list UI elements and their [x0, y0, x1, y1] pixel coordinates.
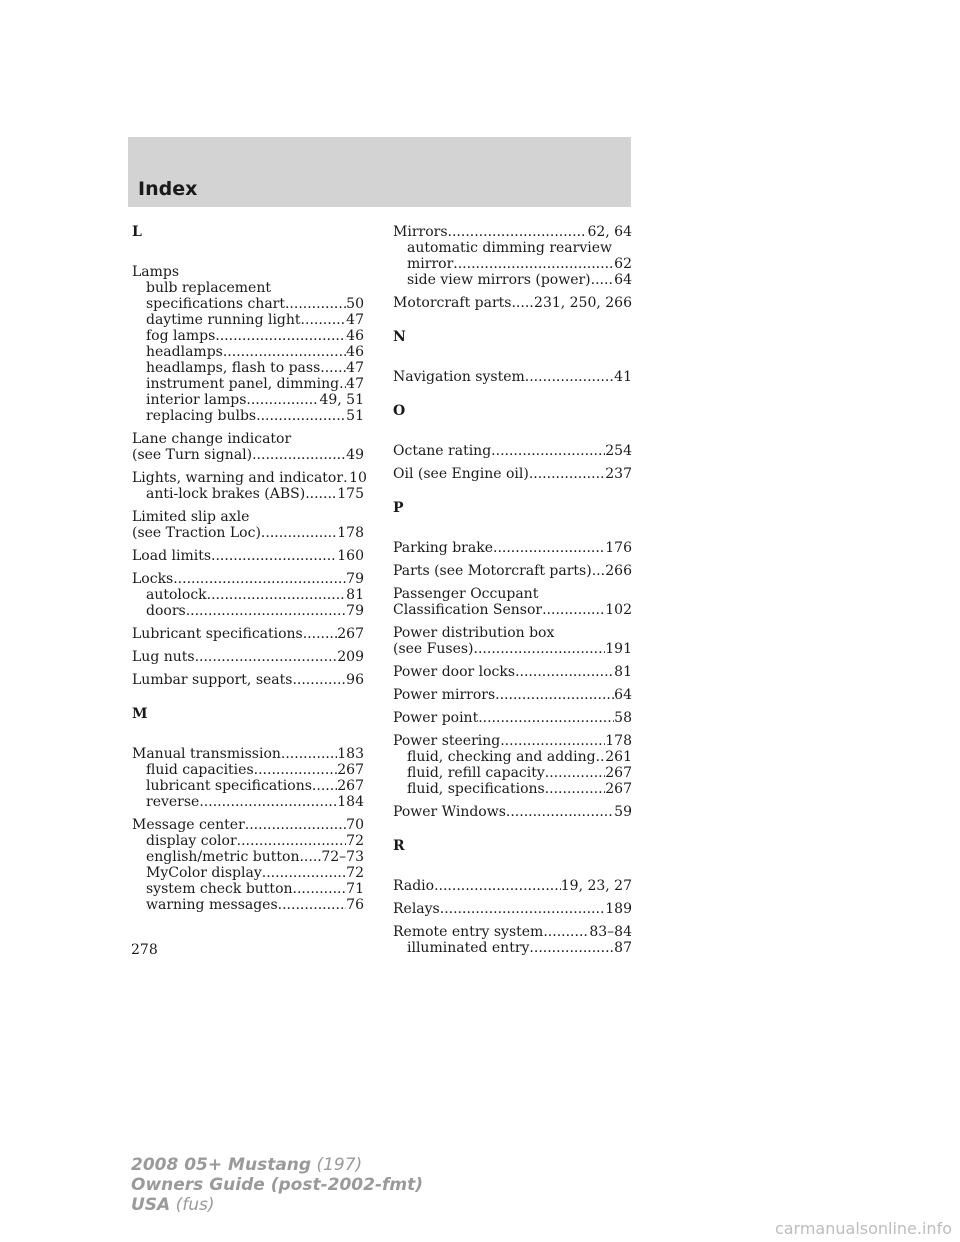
index-page-ref: 64: [614, 687, 632, 703]
index-page-ref: 267: [605, 781, 632, 797]
index-line: [132, 833, 364, 849]
index-page-ref: 183: [337, 746, 364, 762]
index-line: [393, 733, 632, 749]
dot-leader: [223, 344, 346, 360]
index-line: [132, 794, 364, 810]
dot-leader: [254, 762, 338, 778]
index-term: reverse: [146, 794, 200, 810]
index-line: [132, 328, 364, 344]
index-term: specifications chart: [146, 296, 285, 312]
index-page-ref: 175: [337, 486, 364, 502]
page-number: 278: [131, 942, 158, 958]
index-line: [132, 548, 364, 564]
index-line: [393, 602, 632, 618]
dot-leader: [256, 408, 346, 424]
dot-leader: [506, 804, 614, 820]
index-line: [132, 376, 364, 392]
index-page-ref: 176: [605, 540, 632, 556]
index-page-ref: 10: [349, 470, 367, 486]
index-term: MyColor display: [146, 865, 262, 881]
index-line: [132, 817, 364, 833]
index-term: replacing bulbs: [146, 408, 257, 424]
dot-leader: [515, 664, 614, 680]
dot-leader: [281, 746, 337, 762]
index-entry: [132, 548, 364, 564]
watermark: carmanualsonline.info: [774, 1219, 952, 1238]
index-line: [132, 865, 364, 881]
index-entry: [132, 431, 364, 463]
index-term: autolock: [146, 587, 207, 603]
dot-leader: [246, 392, 319, 408]
index-entry: [393, 563, 632, 579]
index-term: Mirrors: [393, 224, 448, 240]
index-term: Passenger Occupant: [393, 586, 539, 602]
index-line: [393, 272, 632, 288]
index-line: [132, 603, 364, 619]
index-page-ref: 87: [614, 940, 632, 956]
dot-leader: [453, 256, 614, 272]
index-line: [393, 466, 632, 482]
index-entry: [393, 733, 632, 797]
index-page-ref: 79: [346, 603, 364, 619]
dot-leader: [434, 878, 561, 894]
dot-leader: [173, 571, 346, 587]
dot-leader: [440, 901, 606, 917]
index-page-ref: 83–84: [589, 924, 632, 940]
index-page-ref: 254: [605, 443, 632, 459]
dot-leader: [293, 881, 347, 897]
index-column-left: [132, 224, 367, 920]
index-page-ref: 70: [346, 817, 364, 833]
index-term: (see Traction Loc): [132, 525, 261, 541]
index-page-ref: 79: [346, 571, 364, 587]
index-page-ref: 19, 23, 27: [560, 878, 632, 894]
index-entry: [132, 509, 364, 541]
dot-leader: [493, 540, 605, 556]
index-term: fog lamps: [146, 328, 216, 344]
index-term: fluid, checking and adding: [407, 749, 596, 765]
index-term: Navigation system: [393, 369, 525, 385]
index-term: side view mirrors (power): [407, 272, 591, 288]
index-line: [132, 360, 364, 376]
index-page-ref: 49: [346, 447, 364, 463]
index-term: (see Turn signal): [132, 447, 253, 463]
index-line: [132, 778, 364, 794]
index-term: fluid, specifications: [407, 781, 545, 797]
dot-leader: [543, 924, 589, 940]
index-line: [132, 312, 364, 328]
index-entry: [393, 710, 632, 726]
index-line: [393, 687, 632, 703]
index-term: Motorcraft parts: [393, 295, 512, 311]
index-line: [393, 563, 632, 579]
dot-leader: [245, 817, 346, 833]
index-page-ref: 237: [605, 466, 632, 482]
index-entry: [393, 224, 632, 288]
dot-leader: [261, 525, 337, 541]
index-entry: [393, 924, 632, 956]
index-page-ref: 51: [346, 408, 364, 424]
index-line: [393, 295, 632, 311]
index-page-ref: 62, 64: [587, 224, 632, 240]
index-line: [132, 408, 364, 424]
index-entry: [393, 466, 632, 482]
index-letter-heading: O: [393, 403, 406, 419]
index-line: [132, 486, 364, 502]
index-line: [132, 447, 364, 463]
dot-leader: [474, 641, 606, 657]
index-line: [132, 392, 364, 408]
index-page-ref: 81: [346, 587, 364, 603]
index-line: [393, 641, 632, 657]
index-page-ref: 47: [346, 360, 364, 376]
index-term: daytime running light: [146, 312, 301, 328]
index-line: [132, 431, 364, 447]
index-entry: [393, 878, 632, 894]
index-line: [132, 470, 367, 486]
index-page-ref: 72–73: [321, 849, 364, 865]
index-line: [393, 256, 632, 272]
index-page-ref: 72: [346, 865, 364, 881]
index-term: Power mirrors: [393, 687, 496, 703]
index-line: [393, 625, 632, 641]
index-entry: [393, 295, 632, 311]
index-page-ref: 41: [614, 369, 632, 385]
index-line: [393, 940, 632, 956]
index-term: Parts (see Motorcraft parts): [393, 563, 592, 579]
index-line: [132, 264, 364, 280]
footer-model-code: (197): [316, 1155, 363, 1175]
index-page-ref: 267: [337, 762, 364, 778]
dot-leader: [237, 833, 347, 849]
index-entry: [132, 571, 364, 619]
dot-leader: [525, 369, 614, 385]
index-line: [393, 224, 632, 240]
dot-leader: [301, 312, 347, 328]
index-page-ref: 160: [337, 548, 364, 564]
index-term: Lubricant specifications: [132, 626, 303, 642]
dot-leader: [305, 486, 337, 502]
index-entry: [393, 369, 632, 385]
index-entry: [393, 586, 632, 618]
dot-leader: [312, 778, 337, 794]
dot-leader: [303, 626, 338, 642]
index-line: [393, 765, 632, 781]
index-page-ref: 231, 250, 266: [534, 295, 632, 311]
index-term: Load limits: [132, 548, 212, 564]
index-page-ref: 189: [605, 901, 632, 917]
dot-leader: [186, 603, 346, 619]
footer-guide: Owners Guide (post-2002-fmt): [131, 1175, 424, 1195]
index-line: [393, 540, 632, 556]
dot-leader: [195, 649, 338, 665]
index-term: fluid, refill capacity: [407, 765, 545, 781]
index-entry: [393, 625, 632, 657]
dot-leader: [262, 865, 346, 881]
footer: [131, 1155, 423, 1215]
index-page-ref: 267: [605, 765, 632, 781]
index-term: Lumbar support, seats: [132, 672, 293, 688]
dot-leader: [596, 749, 606, 765]
index-page-ref: 267: [337, 626, 364, 642]
index-term: doors: [146, 603, 186, 619]
index-page-ref: 58: [614, 710, 632, 726]
dot-leader: [495, 687, 614, 703]
dot-leader: [545, 781, 606, 797]
dot-leader: [199, 794, 337, 810]
index-page-ref: 64: [614, 272, 632, 288]
index-page-ref: 49, 51: [319, 392, 364, 408]
index-page-ref: 71: [346, 881, 364, 897]
index-line: [393, 369, 632, 385]
index-line: [393, 781, 632, 797]
dot-leader: [339, 376, 346, 392]
index-term: Oil (see Engine oil): [393, 466, 529, 482]
index-term: Manual transmission: [132, 746, 281, 762]
dot-leader: [299, 849, 321, 865]
index-term: headlamps, flash to pass: [146, 360, 321, 376]
dot-leader: [215, 328, 346, 344]
index-line: [132, 587, 364, 603]
index-page-ref: 266: [605, 563, 632, 579]
index-page-ref: 47: [346, 376, 364, 392]
index-page-ref: 46: [346, 328, 364, 344]
footer-market-code: (fus): [175, 1195, 215, 1215]
index-page-ref: 209: [337, 649, 364, 665]
index-line: [132, 280, 364, 296]
index-page-ref: 191: [605, 641, 632, 657]
index-line: [132, 881, 364, 897]
index-entry: [132, 626, 364, 642]
index-term: Lights, warning and indicator: [132, 470, 344, 486]
index-term: Power steering: [393, 733, 501, 749]
index-column-right: [393, 224, 632, 963]
index-term: illuminated entry: [407, 940, 530, 956]
index-line: [393, 710, 632, 726]
index-line: [393, 878, 632, 894]
index-line: [132, 509, 364, 525]
index-entry: [393, 443, 632, 459]
index-line: [132, 344, 364, 360]
index-entry: [132, 817, 364, 913]
index-page-ref: 62: [614, 256, 632, 272]
index-letter-heading: M: [132, 706, 148, 722]
dot-leader: [500, 733, 605, 749]
index-term: interior lamps: [146, 392, 247, 408]
page-title: Index: [138, 178, 198, 200]
dot-leader: [292, 672, 346, 688]
index-line: [132, 849, 364, 865]
dot-leader: [592, 563, 606, 579]
index-line: [393, 924, 632, 940]
index-line: [393, 443, 632, 459]
index-letter-heading: N: [393, 329, 406, 345]
index-term: Parking brake: [393, 540, 493, 556]
index-page-ref: 178: [605, 733, 632, 749]
dot-leader: [285, 296, 346, 312]
index-line: [132, 897, 364, 913]
index-term: Limited slip axle: [132, 509, 250, 525]
index-term: Relays: [393, 901, 440, 917]
index-page-ref: 76: [346, 897, 364, 913]
index-page-ref: 96: [346, 672, 364, 688]
dot-leader: [320, 360, 346, 376]
dot-leader: [491, 443, 605, 459]
index-term: Classification Sensor: [393, 602, 543, 618]
index-letter-heading: P: [393, 500, 404, 516]
index-entry: [132, 672, 364, 688]
dot-leader: [591, 272, 615, 288]
index-letter-heading: R: [393, 838, 405, 854]
dot-leader: [478, 710, 614, 726]
index-term: (see Fuses): [393, 641, 474, 657]
index-line: [393, 586, 632, 602]
index-term: Power door locks: [393, 664, 516, 680]
index-term: english/metric button: [146, 849, 300, 865]
index-entry: [132, 746, 364, 810]
index-term: Remote entry system: [393, 924, 544, 940]
dot-leader: [278, 897, 347, 913]
index-line: [132, 525, 364, 541]
index-line: [132, 571, 364, 587]
index-term: mirror: [407, 256, 454, 272]
index-term: bulb replacement: [146, 280, 271, 296]
index-line: [132, 626, 364, 642]
index-page-ref: 178: [337, 525, 364, 541]
footer-market: USA: [131, 1195, 171, 1215]
index-entry: [393, 540, 632, 556]
index-page-ref: 184: [337, 794, 364, 810]
index-page-ref: 59: [614, 804, 632, 820]
index-term: fluid capacities: [146, 762, 254, 778]
dot-leader: [542, 602, 605, 618]
index-page-ref: 50: [346, 296, 364, 312]
index-line: [393, 804, 632, 820]
index-page-ref: 267: [337, 778, 364, 794]
index-term: lubricant specifications: [146, 778, 312, 794]
dot-leader: [252, 447, 346, 463]
dot-leader: [529, 940, 614, 956]
index-term: display color: [146, 833, 237, 849]
index-entry: [393, 804, 632, 820]
dot-leader: [545, 765, 606, 781]
index-entry: [132, 264, 364, 424]
index-term: Lug nuts: [132, 649, 195, 665]
index-entry: [393, 687, 632, 703]
index-page-ref: 72: [346, 833, 364, 849]
index-line: [132, 672, 364, 688]
index-entry: [132, 470, 367, 502]
dot-leader: [211, 548, 337, 564]
index-term: automatic dimming rearview: [407, 240, 613, 256]
dot-leader: [529, 466, 605, 482]
index-term: Power Windows: [393, 804, 506, 820]
index-page-ref: 47: [346, 312, 364, 328]
index-line: [132, 762, 364, 778]
index-term: headlamps: [146, 344, 223, 360]
index-entry: [393, 664, 632, 680]
index-term: Lane change indicator: [132, 431, 292, 447]
index-term: Power point: [393, 710, 479, 726]
index-entry: [132, 649, 364, 665]
index-term: Power distribution box: [393, 625, 555, 641]
index-line: [393, 664, 632, 680]
index-letter-heading: L: [132, 224, 142, 240]
index-term: Lamps: [132, 264, 180, 280]
index-term: Octane rating: [393, 443, 492, 459]
index-term: warning messages: [146, 897, 278, 913]
dot-leader: [207, 587, 347, 603]
index-line: [393, 901, 632, 917]
dot-leader: [448, 224, 588, 240]
index-term: Radio: [393, 878, 435, 894]
index-page-ref: 81: [614, 664, 632, 680]
index-line: [393, 749, 632, 765]
index-term: anti-lock brakes (ABS): [146, 486, 306, 502]
index-line: [132, 746, 364, 762]
footer-model: 2008 05+ Mustang: [131, 1155, 312, 1175]
index-term: instrument panel, dimming: [146, 376, 340, 392]
index-term: system check button: [146, 881, 293, 897]
index-page-ref: 102: [605, 602, 632, 618]
index-line: [132, 649, 364, 665]
index-line: [393, 240, 632, 256]
index-entry: [393, 901, 632, 917]
index-term: Message center: [132, 817, 245, 833]
index-line: [132, 296, 364, 312]
header-band: [128, 137, 631, 207]
dot-leader: [511, 295, 534, 311]
index-page-ref: 46: [346, 344, 364, 360]
index-page-ref: 261: [605, 749, 632, 765]
index-term: Locks: [132, 571, 174, 587]
